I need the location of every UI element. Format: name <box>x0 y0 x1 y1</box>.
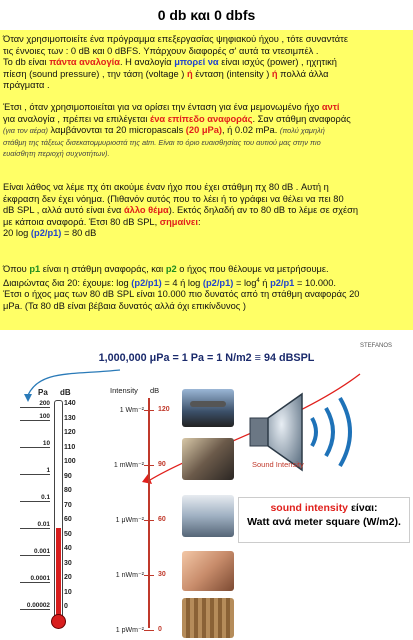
db-header: dB <box>60 388 71 397</box>
paragraph-intro <box>3 34 409 92</box>
db-tick-label: 120 <box>64 429 76 436</box>
text-line: Όταν χρησιμοποιείτε ένα πρόγραμμα επεξεργασίας ψηφιακού ήχου , τότε συναντάτε <box>3 34 348 44</box>
thermometer-bulb <box>51 614 66 629</box>
intensity-row-label: 1 pWm⁻² <box>115 627 144 634</box>
pa-tick-label: 0.0001 <box>20 575 50 583</box>
pa-tick-label: 1 <box>20 467 50 475</box>
text-line: (για τον αέρα) λαμβάνονται τα 20 micropascals (20 μPa), ή 0.02 mPa. (πολύ χαμηλή <box>3 125 325 136</box>
author-credit: STEFANOS <box>360 343 393 349</box>
intensity-header: Intensity <box>110 386 138 395</box>
paragraph-ratio <box>3 264 409 312</box>
speaker-graphic <box>240 380 400 485</box>
intensity-row-label: 1 μWm⁻² <box>115 517 144 524</box>
pa-header: Pa <box>38 388 48 397</box>
pa-tick-label: 0.001 <box>20 548 50 556</box>
text-line: 20 log (p2/p1) = 80 dB <box>3 228 97 239</box>
text-line: πίεση (sound pressure) , την τάση (voltage ) ή ένταση (intensity ) ή πολλά άλλα <box>3 68 329 79</box>
pa-tick-label: 100 <box>20 413 50 421</box>
db-tick-label: 40 <box>64 545 72 552</box>
intensity-tick <box>144 520 154 521</box>
text-line: στάθμη της τάξεως δισεκατομμυριοστά της atm. Είναι το όριο ευαισθησίας του αυτιού μας στην πιο <box>3 137 321 147</box>
pressure-formula: 1,000,000 μPa = 1 Pa = 1 N/m2 ≡ 94 dBSPL <box>98 352 315 364</box>
scene-sleeping-image <box>182 551 234 591</box>
db-tick-label: 0 <box>64 603 68 610</box>
text-line: για αναλογία , πρέπει να επιλέγεται ένα επίπεδο αναφοράς. Σαν στάθμη αναφοράς <box>3 113 351 124</box>
text-line: έκφραση δεν έχει νόημα. (Πιθανόν αυτός που το λέει ή το γράφει να θέλει να πει 80 <box>3 193 344 204</box>
sound-box-line2: Watt ανά meter square (W/m2). <box>247 516 401 528</box>
db-tick-label: 80 <box>64 487 72 494</box>
text-line: με κάποια αναφορά. Έτσι 80 dB SPL, σημαίνει: <box>3 216 201 227</box>
speaker-magnet <box>250 418 268 446</box>
text-line: Όπου p1 είναι η στάθμη αναφοράς, και p2 ο ήχος που θέλουμε να μετρήσουμε. <box>3 264 329 274</box>
text-line: Είναι λάθος να λέμε πχ ότι ακούμε έναν ήχο που έχει στάθμη πχ 80 dB . Αυτή η <box>3 182 329 192</box>
scene-jet-image <box>182 389 234 427</box>
intensity-tick <box>144 575 154 576</box>
sound-wave-2 <box>326 408 333 456</box>
pa-tick-label: 0.01 <box>20 521 50 529</box>
intensity-row-label: 1 mWm⁻² <box>113 462 144 469</box>
pa-tick-label: 10 <box>20 440 50 448</box>
text-line: To db είναι πάντα αναλογία. Η αναλογία μπορεί να είναι ισχύς (power) , ηχητική <box>3 57 337 68</box>
sound-box-line1: sound intensity είναι: <box>270 502 378 514</box>
db-tick-label: 20 <box>64 574 72 581</box>
sound-intensity-box <box>238 497 410 543</box>
yellow-text-panel <box>0 30 413 330</box>
page-title: 0 db και 0 dbfs <box>0 0 413 30</box>
intensity-axis <box>148 398 150 628</box>
intensity-db-header: dB <box>150 386 160 395</box>
scene-office-image <box>182 495 234 537</box>
text-line: τις έννοιες των : 0 dB και 0 dBFS. Υπάρχουν διαφορές σ' αυτά τα ντεσιμπέλ . <box>3 45 319 56</box>
speaker-cone <box>268 394 302 470</box>
pa-tick-label: 0.00002 <box>20 602 50 610</box>
intensity-row-label: 1 nWm⁻² <box>115 572 144 579</box>
db-tick-label: 90 <box>64 472 72 480</box>
speaker-label: Sound Intensity <box>252 460 304 469</box>
text-line: Διαιρώντας δια 20: έχουμε: log (p2/p1) = 4 ή $\log (p2/p1) = \log^4 ή$ p2/p1 = 10.000. <box>3 277 336 288</box>
db-tick-label: 70 <box>64 501 72 509</box>
db-tick-label: 130 <box>64 414 76 422</box>
text-line: ευαίσθητη περιοχή συχνοτήτων). <box>3 149 110 159</box>
text-line: πράγματα . <box>3 80 50 91</box>
thermometer-mercury <box>56 528 61 622</box>
paragraph-spl <box>3 182 409 240</box>
intensity-scale <box>100 386 190 640</box>
scene-anechoic-image <box>182 598 234 638</box>
text-line: Έτσι ο ήχος μας των 80 dB SPL είναι 10.000 πιο δυνατός από τη στάθμη αναφοράς 20 <box>3 289 360 300</box>
intensity-tick <box>144 410 154 411</box>
sound-wave-3 <box>340 398 350 466</box>
text-line: Έτσι , όταν χρησιμοποιείται για να ορίσει την ένταση για ένα μεμονωμένο ήχο αντί <box>3 102 340 112</box>
pa-tick-label: 0.1 <box>20 494 50 502</box>
intensity-row-db: 0 <box>158 626 162 633</box>
text-line: μPa. (Τα 80 dB είναι βέβαια δυνατός αλλά όχι επικίνδυνος ) <box>3 300 246 311</box>
text-line: dB SPL , αλλά αυτό είναι ένα άλλο θέμα). Εκτός δηλαδή αν το 80 dB το λέμε σε σχέση <box>3 205 359 216</box>
db-tick-label: 60 <box>64 516 72 523</box>
intensity-row-db: 60 <box>158 516 166 523</box>
intensity-row-db: 120 <box>158 406 170 413</box>
db-tick-label: 100 <box>64 458 76 465</box>
thermometer-scale <box>0 388 80 640</box>
intensity-row-label: 1 Wm⁻² <box>119 407 144 414</box>
intensity-row-db: 30 <box>158 571 166 578</box>
db-tick-label: 140 <box>64 400 76 407</box>
db-tick-label: 10 <box>64 588 72 596</box>
intensity-tick <box>144 630 154 631</box>
pa-tick-label: 200 <box>20 400 50 408</box>
intensity-tick <box>144 465 154 466</box>
db-tick-label: 110 <box>64 443 76 451</box>
sound-wave-1 <box>312 418 316 446</box>
intensity-row-db: 90 <box>158 461 166 468</box>
scene-crowd-image <box>182 438 234 480</box>
db-tick-label: 30 <box>64 559 72 567</box>
db-tick-label: 50 <box>64 530 72 538</box>
paragraph-reference <box>3 102 409 160</box>
jet-shape <box>190 401 226 407</box>
